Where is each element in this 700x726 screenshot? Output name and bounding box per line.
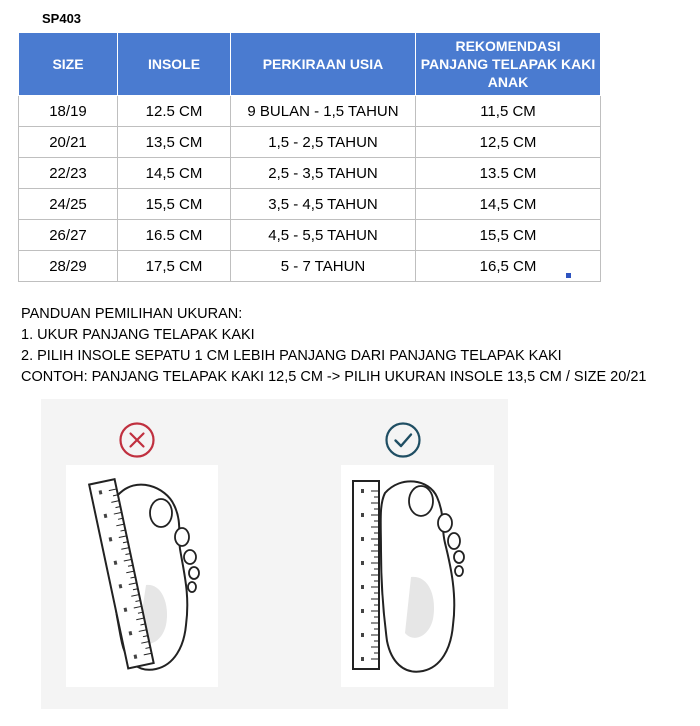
cell-size: 24/25 [19,189,118,220]
guide-example: CONTOH: PANJANG TELAPAK KAKI 12,5 CM -> PILIH UKURAN INSOLE 13,5 CM / SIZE 20/21 [21,369,647,385]
header-size: SIZE [19,33,118,96]
cell-rekomendasi: 15,5 CM [416,220,601,251]
cell-insole: 14,5 CM [118,158,231,189]
cell-size: 18/19 [19,96,118,127]
cell-usia: 3,5 - 4,5 TAHUN [231,189,416,220]
table-resize-handle [566,273,571,278]
wrong-measurement-card [66,465,218,687]
cell-insole: 15,5 CM [118,189,231,220]
table-row [19,96,601,127]
table-row [19,251,601,282]
cell-usia: 9 BULAN - 1,5 TAHUN [231,96,416,127]
header-insole: INSOLE [118,33,231,96]
check-circle-icon [384,421,422,459]
header-perkiraan-usia: PERKIRAAN USIA [231,33,416,96]
table-row [19,127,601,158]
cell-usia: 4,5 - 5,5 TAHUN [231,220,416,251]
cell-usia: 5 - 7 TAHUN [231,251,416,282]
cell-rekomendasi: 14,5 CM [416,189,601,220]
cell-size: 28/29 [19,251,118,282]
cell-rekomendasi: 12,5 CM [416,127,601,158]
measurement-illustration [41,399,508,709]
cell-insole: 17,5 CM [118,251,231,282]
cell-insole: 16.5 CM [118,220,231,251]
x-circle-icon [118,421,156,459]
table-row [19,158,601,189]
size-guide [21,304,646,388]
table-header-row [19,33,601,96]
cell-insole: 12.5 CM [118,96,231,127]
cell-usia: 2,5 - 3,5 TAHUN [231,158,416,189]
foot-ruler-tilted-image [66,465,218,687]
table-row [19,220,601,251]
guide-step-1: 1. UKUR PANJANG TELAPAK KAKI [21,327,255,343]
table-row [19,189,601,220]
cell-rekomendasi: 11,5 CM [416,96,601,127]
size-chart-table [18,32,601,282]
foot-ruler-straight-image [341,465,494,687]
correct-measurement-card [341,465,494,687]
cell-size: 20/21 [19,127,118,158]
header-rekomendasi: REKOMENDASI PANJANG TELAPAK KAKI ANAK [416,33,601,96]
cell-rekomendasi: 13.5 CM [416,158,601,189]
cell-size: 26/27 [19,220,118,251]
guide-title: PANDUAN PEMILIHAN UKURAN: [21,306,243,322]
cell-size: 22/23 [19,158,118,189]
guide-step-2: 2. PILIH INSOLE SEPATU 1 CM LEBIH PANJANG DARI PANJANG TELAPAK KAKI [21,348,562,364]
cell-usia: 1,5 - 2,5 TAHUN [231,127,416,158]
cell-rekomendasi: 16,5 CM [416,251,601,282]
cell-insole: 13,5 CM [118,127,231,158]
product-code: SP403 [42,11,82,26]
